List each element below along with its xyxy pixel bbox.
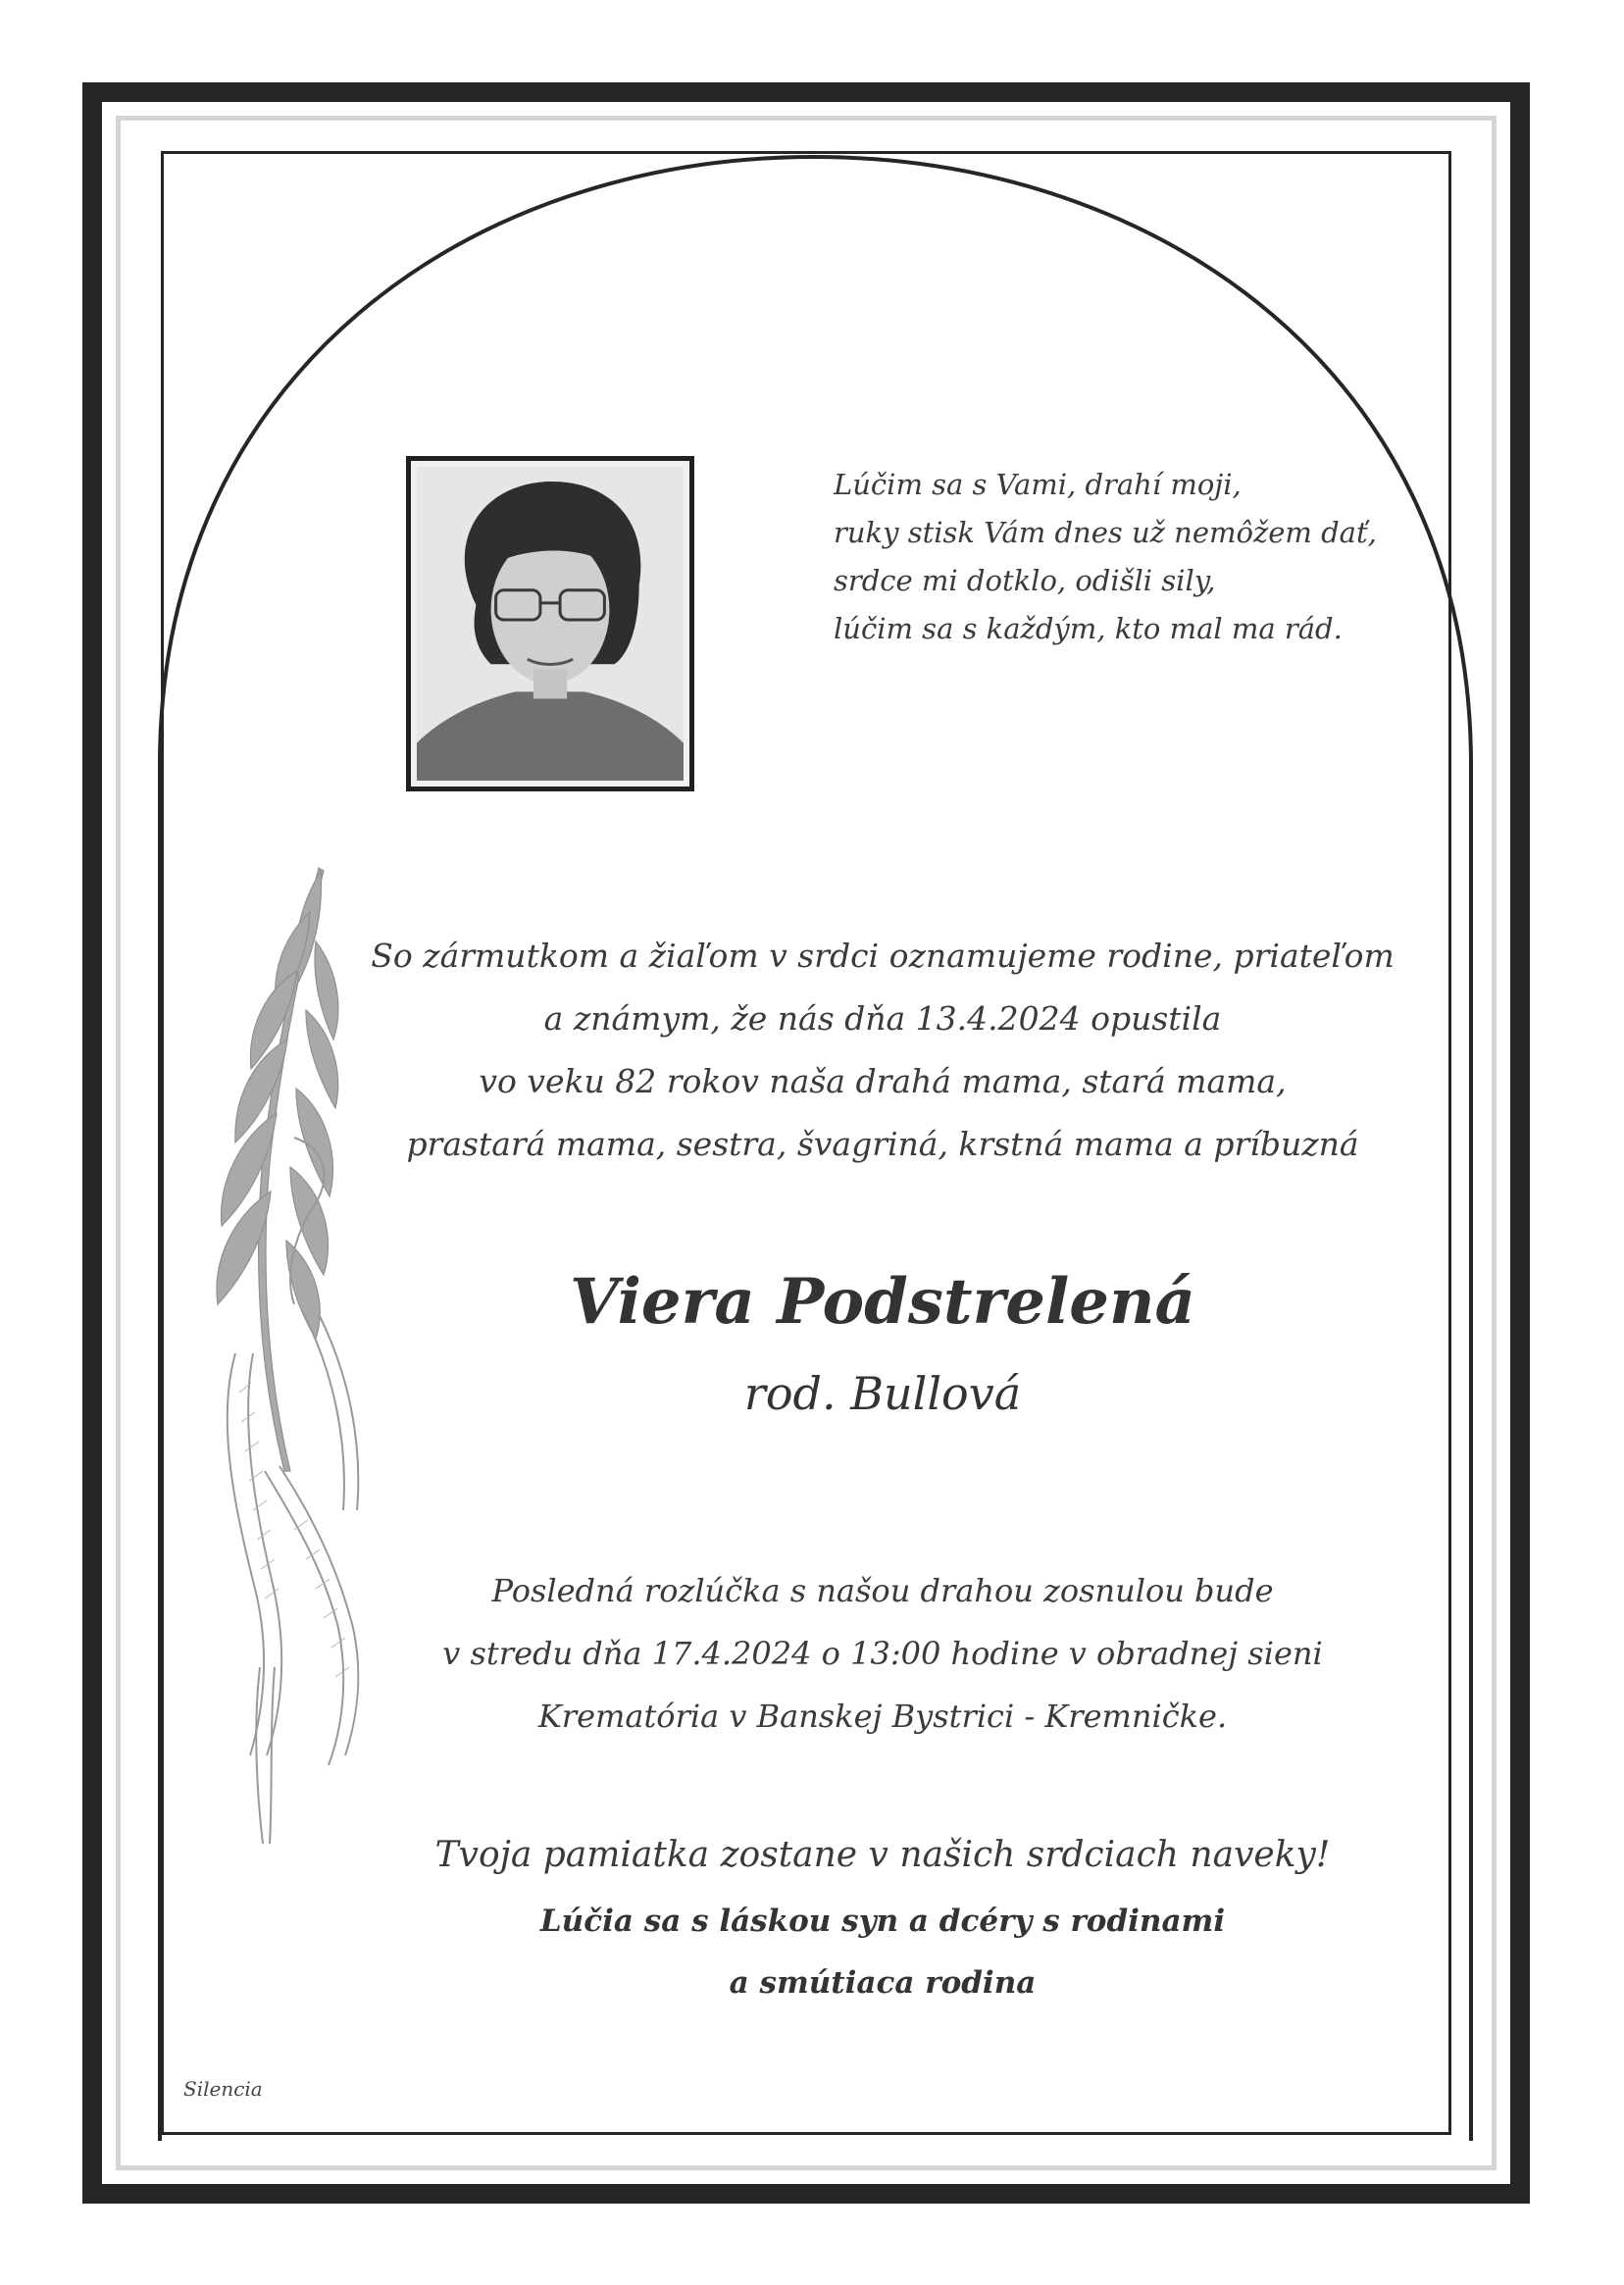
funeral-line: Krematória v Banskej Bystrici - Kremničke. <box>537 1698 1228 1735</box>
poem-line: srdce mi dotklo, odišli sily, <box>834 564 1216 597</box>
funeral-line: v stredu dňa 17.4.2024 o 13:00 hodine v obradnej sieni <box>442 1635 1323 1672</box>
funeral-details <box>294 1559 1471 1748</box>
announcement-line: So zármutkom a žiaľom v srdci oznamujeme rodine, priateľom <box>371 937 1395 975</box>
portrait-photo <box>411 461 689 787</box>
brand-mark: Silencia <box>183 2077 263 2101</box>
deceased-name-block <box>294 1253 1471 1428</box>
portrait-photo-frame <box>406 456 694 791</box>
maiden-name: rod. Bullová <box>743 1367 1022 1420</box>
deceased-name: Viera Podstrelená <box>570 1265 1195 1339</box>
closing-block <box>294 1820 1471 2014</box>
announcement-line: a známym, že nás dňa 13.4.2024 opustila <box>543 999 1222 1038</box>
announcement-line: vo veku 82 rokov naša drahá mama, stará mama, <box>479 1062 1287 1100</box>
announcement-line: prastará mama, sestra, švagriná, krstná mama a príbuzná <box>406 1125 1359 1163</box>
death-announcement <box>294 925 1471 1176</box>
signed-line: Lúčia sa s láskou syn a dcéry s rodinami <box>539 1904 1226 1939</box>
signed-line: a smútiaca rodina <box>729 1965 1037 2001</box>
funeral-line: Posledná rozlúčka s našou drahou zosnulou bude <box>491 1572 1274 1609</box>
farewell-poem <box>834 461 1383 653</box>
memory-line: Tvoja pamiatka zostane v našich srdciach naveky! <box>434 1835 1331 1875</box>
poem-line: Lúčim sa s Vami, drahí moji, <box>834 468 1242 501</box>
poem-line: ruky stisk Vám dnes už nemôžem dať, <box>834 516 1377 549</box>
poem-line: lúčim sa s každým, kto mal ma rád. <box>834 612 1343 645</box>
